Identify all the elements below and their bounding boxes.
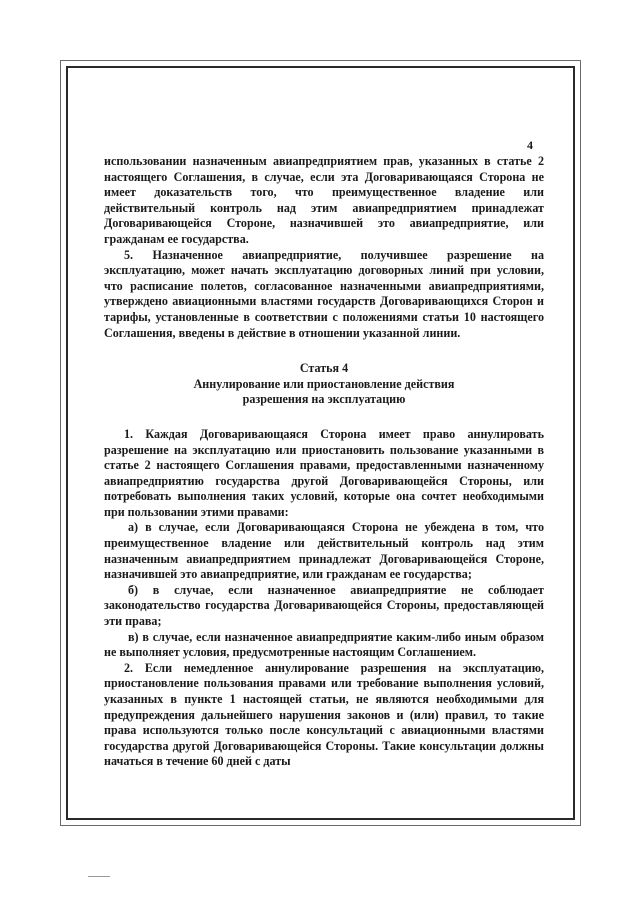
paragraph-2: 2. Если немедленное аннулирование разрешения на эксплуатацию, приостановление пользования правами или требование выполнения условий, указанных в пункте 1 настоящей статьи, не являются необходимыми для предупреждения дальнейшего нарушения законов и (или) правил, то такие права используются только после консультаций с авиационными властями государства другой Договаривающейся Стороны. Такие консультации должны начаться в течение 60 дней с даты [104, 660, 544, 769]
subitem-b: б) в случае, если назначенное авиапредприятие не соблюдает законодательство государства Договаривающейся Стороны, предоставляющей эти права; [104, 582, 544, 629]
article-heading [104, 361, 544, 408]
scan-mark [88, 876, 110, 877]
paragraph-1: 1. Каждая Договаривающаяся Сторона имеет право аннулировать разрешение на эксплуатацию или приостановить пользование указанными в статье 2 настоящего Соглашения правами, предоставленными назначенному авиапредприятию государства другой Договаривающейся Стороны, или потребовать выполнения таких условий, которые она сочтет необходимыми при пользовании этими правами: [104, 426, 544, 519]
paragraph-5: 5. Назначенное авиапредприятие, получившее разрешение на эксплуатацию, может начать эксплуатацию договорных линий при условии, что расписание полетов, согласованное назначенными авиапредприятиями, утверждено авиационными властями государств Договаривающихся Сторон и тарифы, установленные в соответствии с положениями статьи 10 настоящего Соглашения, введены в действие в отношении указанной линии. [104, 247, 544, 340]
article-title-line2: разрешения на эксплуатацию [242, 392, 406, 407]
paragraph-continuation: использовании назначенным авиапредприятием прав, указанных в статье 2 настоящего Соглашения, в случае, если эта Договаривающаяся Сторона не имеет доказательств того, что преимущественное владение или действительный контроль над этим авиапредприятием принадлежат Договаривающейся Стороне, назначившей это авиапредприятие, или гражданам ее государства. [104, 154, 544, 246]
page-frame [66, 66, 575, 820]
subitem-v: в) в случае, если назначенное авиапредприятие каким-либо иным образом не выполняет условия, предусмотренные настоящим Соглашением. [104, 629, 544, 660]
article-number: Статья 4 [299, 361, 349, 376]
document-body [104, 154, 544, 770]
subitem-a: а) в случае, если Договаривающаяся Сторона не убеждена в том, что преимущественное владение или действительный контроль над этим назначенным авиапредприятием принадлежат Договаривающейся Стороне, назначившей это авиапредприятие, или гражданам ее государства; [104, 520, 544, 582]
article-title-line1: Аннулирование или приостановление действия [193, 376, 455, 391]
page-number: 4 [527, 138, 533, 152]
